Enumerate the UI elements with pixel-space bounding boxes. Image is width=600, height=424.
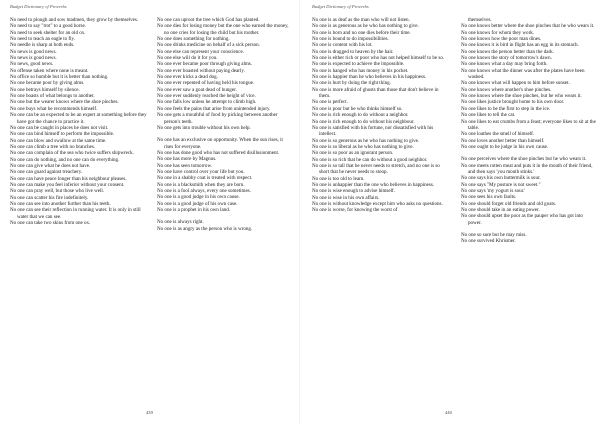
proverb-entry: No one is a fool always, every one sometimes. <box>157 187 251 194</box>
proverb-entry: No one knows the story of tomorrow's dawn. <box>461 55 552 62</box>
page-number: 440 <box>445 410 452 415</box>
proverb-entry: No one ever kicks a dead dog. <box>157 74 218 81</box>
proverb-entry: No one knows better where the shoe pinches that he who wears it. <box>461 23 595 30</box>
proverb-entry: No one else can represent your conscience. <box>157 48 245 55</box>
proverb-entry: No one gets a mouthful of food by picking between another person's teeth. <box>157 112 278 125</box>
proverb-entry: No one survived Khrismer. <box>461 238 516 245</box>
proverb-entry: No one is either rich or poor who has not helped himself to be so. <box>312 55 445 62</box>
proverb-entry: No one but the wearer knows where the shoe pinches. <box>10 99 119 106</box>
proverb-entry: No one perceives where the shoe pinches but he who wears it. <box>461 156 587 163</box>
proverb-entry: No one can blow and swallow at the same time. <box>10 137 107 144</box>
proverb-entry: No one is as deaf as the man who will not listen. <box>312 17 410 23</box>
proverb-entry: No one is more afraid of ghosts than those that don't believe in them. <box>312 86 439 100</box>
proverb-entry: No one knows what a day may bring forth. <box>461 61 548 68</box>
proverb-entry: No one says "My posture is not sweet." <box>461 181 541 188</box>
proverb-entry: No one loves another better than himself. <box>461 137 545 144</box>
proverb-entry: No one is perfect. <box>312 99 348 106</box>
proverb-entry: No one is bound to do impossibilities. <box>312 36 389 43</box>
proverb-entry: No one is rich enough to do without a neighbor. <box>312 112 409 119</box>
proverb-entry: No one knows what the dinner was after the plates have been washed. <box>461 67 585 81</box>
proverb-entry: No one can see their reflection in running water. It is only in still water that we can see. <box>10 207 141 220</box>
proverb-entry: No one does something for nothing. <box>157 36 230 43</box>
proverb-entry: No one ever saw a goat dead of hunger. <box>157 86 237 93</box>
proverb-entry: No one is a good judge in his own cause. <box>157 194 240 201</box>
proverb-entry: No one says his own buttermilk is sour. <box>461 175 541 182</box>
proverb-entry: No one likes to eat crumbs from a feast; everyone likes to sit at the table. <box>461 118 596 131</box>
page-number: 439 <box>146 410 153 415</box>
proverb-entry: No one ever repented of having held his tongue. <box>157 80 255 87</box>
proverb-entry: No one should forget old friends and old goats. <box>461 200 557 207</box>
proverb-entry: No one is unhappier than the one who believes in happiness. <box>312 181 435 188</box>
proverb-entry: No one can complain of the sea who twice suffers shipwreck. <box>10 150 134 157</box>
proverb-entry: No one is a good judge of his own case. <box>157 200 238 207</box>
proverb-entry: No one likes justice brought home to his own door. <box>461 99 565 106</box>
proverb-entry: No one is rich enough to do without his neighbour. <box>312 118 415 125</box>
proverb-entry: No one is a prophet in his own land. <box>157 206 231 213</box>
proverb-entry: No one can guard against treachery. <box>10 169 83 176</box>
running-header: Budget Dictionary of Proverbs <box>312 4 369 9</box>
proverb-entry: No one can bind himself to perform the impossible. <box>10 131 115 138</box>
proverb-entry: No need to say "trot" to a good horse. <box>10 23 87 30</box>
proverb-entry: No one knows what will happen to him before sunset. <box>461 80 570 87</box>
proverb-entry: No one ever boasted without paying dearly. <box>157 67 245 74</box>
proverb-entry: No one is so liberal as he who has nothing to give. <box>312 143 414 150</box>
proverb-entry: No one is without knowledge except him who asks no questions. <box>312 200 443 207</box>
proverb-entry: No one knows it is bird in flight has an egg in its stomach. <box>461 42 579 49</box>
proverb-entry: No one is wise in his own affairs. <box>312 194 380 201</box>
proverb-entry: No need to seek shelter for an old ox. <box>10 29 86 36</box>
proverb-entry: No one says 'my yogurt is sour.' <box>461 187 526 194</box>
right-page-column-1 <box>312 17 450 214</box>
left-page-column-2 <box>157 17 292 232</box>
proverb-entry: No one so sure but he may miss. <box>461 232 527 238</box>
proverb-entry: No one ever became poor through giving alms. <box>157 61 253 68</box>
proverb-entry: No one is poor but he who thinks himself so. <box>312 105 403 112</box>
proverb-entry: No one can uproot the tree which God has planted. <box>157 17 260 23</box>
proverb-entry: No one meets rotten meat and puts it in the mouth of their friend, and then says 'you mouth stinks.' <box>461 162 593 175</box>
proverb-entry: themselves. <box>468 17 492 23</box>
proverb-entry: No one is so tall that he never needs to stretch, and no one is so short that he never needs to stoop. <box>312 162 440 176</box>
proverb-entry: No one should take in an eating power. <box>461 206 540 213</box>
proverb-entry: No one in a shabby coat is treated with respect. <box>157 175 253 182</box>
proverb-entry: No one became poor by giving alms. <box>10 80 85 87</box>
proverb-entry: No one sees his own faults. <box>461 194 517 201</box>
right-page <box>300 0 600 424</box>
proverb-entry: No news, good news. <box>10 61 54 68</box>
proverb-entry: No one is worse, for knowing the worst of <box>312 207 398 214</box>
proverb-entry: No one is too old to learn. <box>312 175 365 182</box>
proverb-entry: No need to teach an eagle to fly. <box>10 36 75 43</box>
running-header: Budget Dictionary of Proverbs <box>10 4 67 9</box>
proverb-entry: No one is hurt by doing the right thing. <box>312 80 391 87</box>
proverb-entry: No one can scatter his fire indefinitely. <box>10 194 89 201</box>
proverb-entry: No one ought to be judge in his own cause. <box>461 143 549 150</box>
proverb-entry: No one has more by Magnus. <box>157 156 217 163</box>
proverb-entry: No one can give what he does not have. <box>10 162 91 169</box>
proverb-entry: No one is expected to achieve the impossible. <box>312 61 405 68</box>
proverb-entry: No one can take two skins from one ox. <box>10 220 91 226</box>
proverb-entry: No one is dragged to heaven by the hair. <box>312 48 394 55</box>
proverb-entry: No one can be caught in places he does not visit. <box>10 124 109 131</box>
proverb-entry: No one can have peace longer than his neighbour pleases. <box>10 175 127 182</box>
proverb-entry: No one likes to be the first to step in the ice. <box>461 105 551 112</box>
proverb-entry: No one knows where the shoe pinches, but he who wears it. <box>461 93 582 100</box>
proverb-entry: No one dies for losing money but the one who earned the money, no one cries for losing the child but his mother. <box>157 23 289 36</box>
proverb-entry: No one is always right. <box>157 219 204 226</box>
proverb-entry: No one buys what he recommends himself. <box>10 105 98 112</box>
proverb-entry: No offense taken where none is meant. <box>10 67 89 74</box>
proverb-entry: No one knows how the poor man dines. <box>461 36 542 43</box>
proverb-entry: No one has seen tomorrow. <box>157 162 213 169</box>
proverb-entry: No one can climb a tree with no branches. <box>10 143 96 150</box>
proverb-entry: No one is wise enough to advise himself. <box>312 188 395 195</box>
proverb-entry: No news is good news. <box>10 48 57 55</box>
proverb-entry: No one have control over your life but you. <box>157 168 245 175</box>
proverb-entry: No one is so poor as an ignorant person. <box>312 150 394 157</box>
proverb-entry: No one is happier than he who believes in his happiness. <box>312 74 427 81</box>
proverb-entry: No one is as angry as the person who is wrong. <box>157 225 253 232</box>
proverb-entry: No one knows the person better than the dark. <box>461 48 554 55</box>
right-page-column-2 <box>461 17 596 245</box>
proverb-entry: No one has done good who has not suffered disillusionment. <box>157 149 280 156</box>
proverb-entry: No one is a blacksmith when they are born. <box>157 181 245 188</box>
proverb-entry: No one is so generous as he who has nothing to give. <box>312 137 420 144</box>
proverb-entry: No one should upset the poor as the pauper who has got into power. <box>461 213 583 226</box>
proverb-entry: No one is content with his lot. <box>312 42 373 49</box>
proverb-entry: No one boasts of what belongs to another. <box>10 93 95 100</box>
proverb-entry: No needle is sharp at both ends. <box>10 42 75 49</box>
proverb-entry: No need to plough and sow madmen, they grow by themselves. <box>10 17 139 23</box>
proverb-entry: No office so humble but it is better than nothing. <box>10 74 109 81</box>
proverb-entry: No one knows for whom they work. <box>461 29 535 36</box>
left-page-column-1 <box>10 17 147 226</box>
proverb-entry: No one is so rich that he can do without a good neighbor. <box>312 156 428 163</box>
proverb-entry: No one is satisfied with his fortune, nor dissatisfied with his intellect. <box>312 124 434 138</box>
proverb-entry: No one can be an expected to be an expert at something before they have got the chance to practice it. <box>10 112 147 125</box>
proverb-entry: No one likes to tell the cat. <box>461 112 516 119</box>
proverb-entry: No one loathes the smell of himself. <box>461 131 535 138</box>
proverb-entry: No news is good news. <box>10 55 57 62</box>
proverb-entry: No one knows where another's shoe pinches. <box>461 86 552 93</box>
proverb-entry: No one else will do it for you. <box>157 55 218 62</box>
proverb-entry: No one falls low unless he attempt to climb high. <box>157 99 257 106</box>
proverb-entry: No one can make you feel inferior without your consent. <box>10 181 125 188</box>
proverb-entry: No one has an exclusive on opportunity. When the sun rises, it rises for everyone. <box>157 137 283 150</box>
proverb-entry: No one is born and no one dies before their time. <box>312 29 411 36</box>
proverb-entry: No one is as generous as he who has nothing to give. <box>312 23 419 30</box>
proverb-entry: No one can pray well, but those who live well. <box>10 188 105 195</box>
proverb-entry: No one feels the pains that arise from unintended injury. <box>157 105 271 112</box>
proverb-entry: No one gets into trouble without his own help. <box>157 124 251 131</box>
proverb-entry: No one can do nothing, and no one can do everything. <box>10 156 120 163</box>
proverb-entry: No one betrays himself by silence. <box>10 86 80 93</box>
proverb-entry: No one ever suddenly reached the height of vice. <box>157 93 256 100</box>
proverb-entry: No one drinks medicine on behalf of a sick person. <box>157 42 260 49</box>
proverb-entry: No one can see into another further than his teeth. <box>10 200 111 207</box>
proverb-entry: No one is hanged who has money in his pocket. <box>312 67 409 74</box>
